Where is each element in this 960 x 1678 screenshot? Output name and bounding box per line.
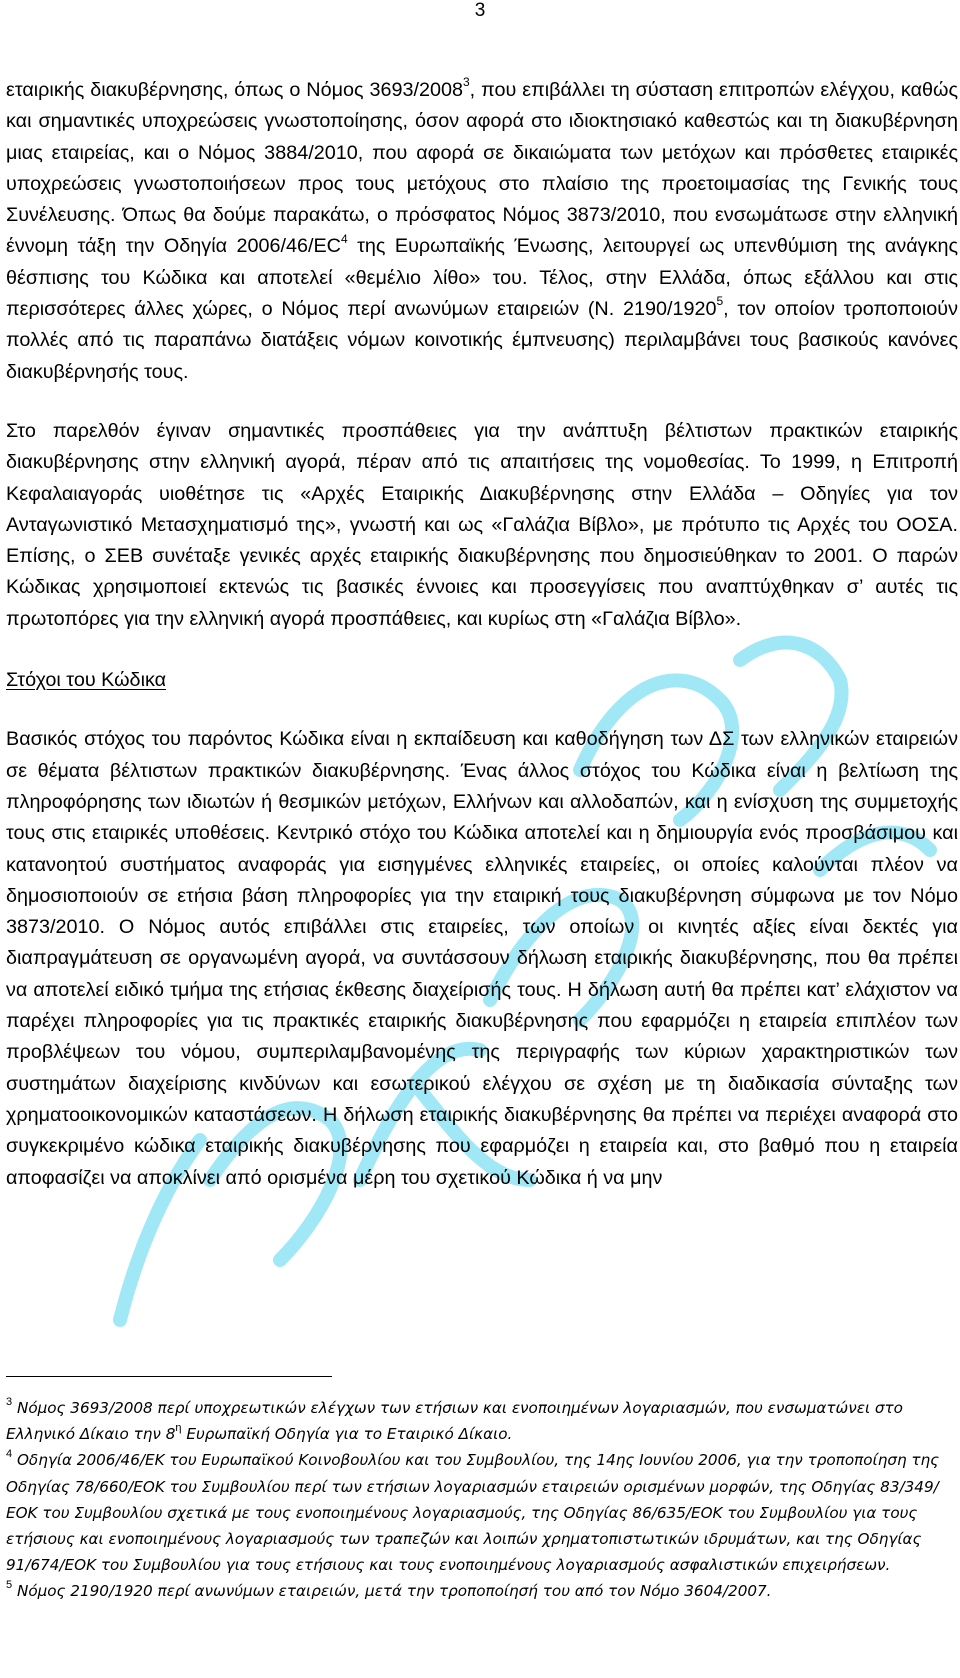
footnote-text: Ευρωπαϊκή Οδηγία για το Εταιρικό Δίκαιο. [181, 1425, 513, 1444]
paragraph-text: , που επιβάλλει τη σύσταση επιτροπών ελέγχου, καθώς και σημαντικές υποχρεώσεις γνωστοποίησης, όσον αφορά στο ιδιοκτησιακό καθεστώς και τη διακυβέρνηση μιας εταιρείας, και ο Νόμος 3884/2010, που αφορά σε δικαιώματα των μετόχων και πρόσθετες εταιρικές υποχρεώσεις γνωστοποιήσεων προς τους μετόχους στο πλαίσιο της προετοιμασίας της Γενικής τους Συνέλευσης. Όπως θα δούμε παρακάτω, ο πρόσφατος Νόμος 3873/2010, που ενσωμάτωσε στην ελληνική έννομη τάξη την Οδηγία 2006/46/EC [6, 79, 958, 258]
paragraph-text: εταιρικής διακυβέρνησης, όπως ο Νόμος 3693/2008 [6, 79, 463, 101]
paragraph-goals: Βασικός στόχος του παρόντος Κώδικα είναι η εκπαίδευση και καθοδήγηση των ΔΣ των ελληνικών εταιρειών σε θέματα βέλτιστων πρακτικών διακυβέρνησης. Ένας άλλος στόχος του Κώδικα είναι η βελτίωση της πληροφόρησης των ιδιωτών ή θεσμικών μετόχων, Ελλήνων και αλλοδαπών, και η ενίσχυση της συμμετοχής τους στις εταιρικές υποθέσεις. Κεντρικό στόχο του Κώδικα αποτελεί και η δημιουργία ενός προσβάσιμου και κατανοητού συστήματος αναφοράς για εισηγμένες ελληνικές εταιρείες, οι οποίες καλούνται πλέον να δημοσιοποιούν σε ετήσια βάση πληροφορίες για την εταιρική τους διακυβέρνηση σύμφωνα με τον Νόμο 3873/2010. Ο Νόμος αυτός επιβάλλει στις εταιρείες, των οποίων οι κινητές αξίες είναι δεκτές για διαπραγμάτευση σε οργανωμένη αγορά, να συντάσσουν δήλωση εταιρικής διακυβέρνησης, που θα πρέπει να αποτελεί ειδικό τμήμα της ετήσιας έκθεσης διαχείρισής τους. Η δήλωση αυτή θα πρέπει κατ’ ελάχιστον να παρέχει πληροφορίες για τις πρακτικές εταιρικής διακυβέρνησης που εφαρμόζει η εταιρεία επιπλέον των προβλέψεων του νόμου, συμπεριλαμβανομένης της περιγραφής των κύριων χαρακτηριστικών των συστημάτων διαχείρισης κινδύνων και εσωτερικού ελέγχου σε σχέση με τη διαδικασία σύνταξης των χρηματοοικονομικών καταστάσεων. Η δήλωση εταιρικής διακυβέρνησης θα πρέπει να περιέχει αναφορά στο συγκεκριμένο κώδικα εταιρικής διακυβέρνησης που εφαρμόζει η εταιρεία και, στο βαθμό που η εταιρεία αποφασίζει να αποκλίνει από ορισμένα μέρη του σχετικού Κώδικα ή να μην [6, 728, 958, 1189]
footnote-text: Νόμος 2190/1920 περί ανωνύμων εταιρειών, μετά την τροποποίησή του από τον Νόμο 3604/2007. [12, 1582, 772, 1601]
section-heading: Στόχοι του Κώδικα [6, 669, 167, 692]
footnote-ref-3[interactable]: 3 [462, 75, 470, 90]
footnote-5 [6, 1578, 958, 1604]
paragraph-text: της Ευρωπαϊκής Ένωσης, λειτουργεί ως υπενθύμιση της ανάγκης θέσπισης του Κώδικα και αποτελεί «θεμέλιο λίθο» του. Τέλος, στην Ελλάδα, όπως εξάλλου και στις περισσότερες άλλες χώρες, ο Νόμος περί ανωνύμων εταιρειών (Ν. 2190/1920 [6, 235, 959, 321]
document-body [6, 75, 958, 1194]
footnote-mark: 4 [6, 1448, 13, 1461]
page-number: 3 [474, 0, 486, 21]
footnote-mark: 5 [6, 1579, 13, 1592]
paragraph-text: , τον οποίον τροποποιούν πολλές από τις παραπάνω διατάξεις νόμων κοινοτικής έμπνευσης) περιλαμβάνει τους βασικούς κανόνες διακυβέρνησής τους. [6, 298, 959, 383]
paragraph-intro [6, 75, 958, 388]
footnote-superscript: η [175, 1422, 182, 1435]
footnote-3 [6, 1395, 958, 1447]
footnote-ref-5[interactable]: 5 [716, 294, 724, 309]
footnote-text: Οδηγία 2006/46/ΕΚ του Ευρωπαϊκού Κοινοβουλίου και του Συμβουλίου, της 14ης Ιουνίου 2006, για την τροποποίηση της Οδηγίας 78/660/ΕΟΚ του Συμβουλίου περί των ετήσιων λογαριασμών εταιρειών ορισμένων μορφών, της Οδηγίας 83/349/ΕΟΚ του Συμβουλίου σχετικά με τους ενοποιημένους λογαριασμούς, της Οδηγίας 86/635/ΕΟΚ του Συμβουλίου για τους ετήσιους και ενοποιημένους λογαριασμούς των τραπεζών και λοιπών χρηματοπιστωτικών ιδρυμάτων, και της Οδηγίας 91/674/ΕΟΚ του Συμβουλίου για τους ετήσιους και τους ενοποιημένους λογαριασμούς ασφαλιστικών επιχειρήσεων. [6, 1451, 940, 1575]
footnote-4 [6, 1447, 958, 1578]
paragraph-history: Στο παρελθόν έγιναν σημαντικές προσπάθειες για την ανάπτυξη βέλτιστων πρακτικών εταιρικής διακυβέρνησης στην ελληνική αγορά, πέραν από τις απαιτήσεις της νομοθεσίας. Το 1999, η Επιτροπή Κεφαλαιαγοράς υιοθέτησε τις «Αρχές Εταιρικής Διακυβέρνησης στην Ελλάδα – Οδηγίες για τον Ανταγωνιστικό Μετασχηματισμό της», γνωστή και ως «Γαλάζια Βίβλο», με πρότυπο τις Αρχές του ΟΟΣΑ. Επίσης, ο ΣΕΒ συνέταξε γενικές αρχές εταιρικής διακυβέρνησης που δημοσιεύθηκαν το 2001. Ο παρών Κώδικας χρησιμοποιεί εκτενώς τις βασικές έννοιες και προσεγγίσεις που αναπτύχθηκαν σ’ αυτές τις πρωτοπόρες για την ελληνική αγορά προσπάθειες, και κυρίως στη «Γαλάζια Βίβλο». [6, 419, 958, 630]
footnote-ref-4[interactable]: 4 [340, 231, 348, 246]
footnote-text: Νόμος 3693/2008 περί υποχρεωτικών ελέγχων των ετήσιων και ενοποιημένων λογαριασμών, που ενσωματώνει στο Ελληνικό Δίκαιο την 8 [6, 1399, 903, 1444]
footnote-mark: 3 [6, 1395, 13, 1408]
footnote-separator [6, 1376, 332, 1377]
footnotes [6, 1376, 958, 1605]
